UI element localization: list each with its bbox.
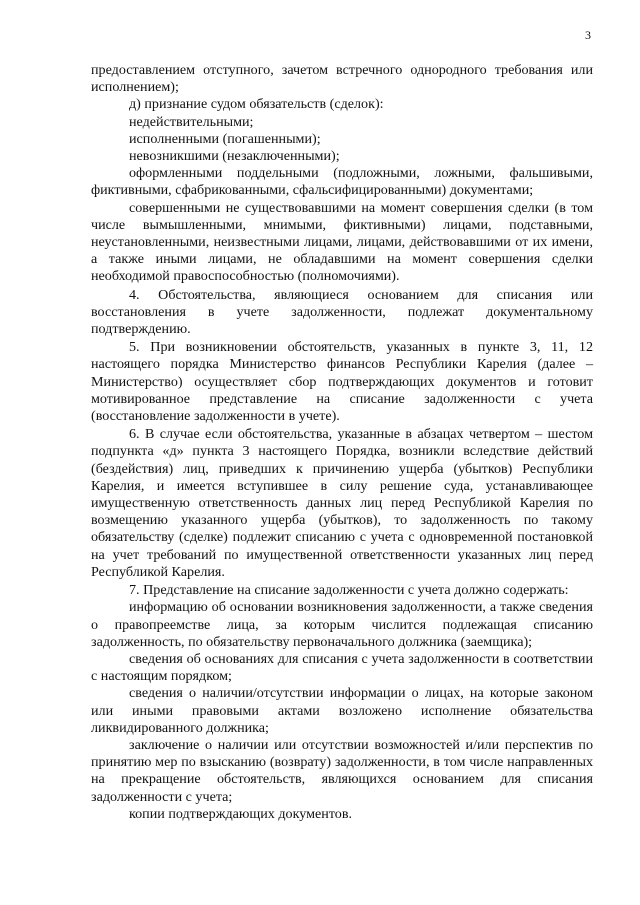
paragraph-point-4: 4. Обстоятельства, являющиеся основанием для списания или восстановления в учете задолженности, подлежат документальному подтверждению. bbox=[91, 286, 593, 338]
paragraph-grounds-info: сведения об основаниях для списания с учета задолженности в соответствии с настоящим порядком; bbox=[91, 650, 593, 685]
paragraph-copies: копии подтверждающих документов. bbox=[129, 805, 353, 822]
paragraph-not-arisen: невозникшими (незаключенными); bbox=[129, 148, 340, 165]
paragraph-subpoint-d: д) признание судом обязательств (сделок): bbox=[129, 96, 384, 113]
paragraph-point-5: 5. При возникновении обстоятельств, указанных в пункте 3, 11, 12 настоящего порядка Министерство финансов Республики Карелия (далее – Министерство) осуществляет сбор подтверждающих документов и готовит мотивированное представление на списание задолженности с учета (восстановление задолженности в учете). bbox=[91, 339, 593, 425]
page-number: 3 bbox=[585, 28, 591, 42]
paragraph-continuation: предоставлением отступного, зачетом встречного однородного требования или исполнением); bbox=[91, 62, 593, 96]
paragraph-point-6: 6. В случае если обстоятельства, указанные в абзацах четвертом – шестом подпункта «д» пункта 3 настоящего Порядка, возникли вследствие действий (бездействия) лиц, приведших к причинению ущерба (убытков) Республики Карелия, и имеется вступившее в силу решение суда, устанавливающее имущественную ответственность данных лиц перед Республикой Карелия по возмещению указанного ущерба (убытков), то задолженность по такому обязательству (сделке) подлежит списанию с учета с одновременной постановкой на учет требований по имущественной ответственности указанных лиц перед Республикой Карелия. bbox=[91, 426, 593, 580]
paragraph-conclusion: заключение о наличии или отсутствии возможностей и/или перспектив по принятию мер по взысканию (возврату) задолженности, в том числе направленных на прекращение обстоятельств, являющихся основанием для списания задолженности с учета; bbox=[91, 736, 593, 805]
paragraph-executed: исполненными (погашенными); bbox=[129, 130, 321, 147]
paragraph-nonexistent-persons: совершенными не существовавшими на момент совершения сделки (в том числе вымышленными, мнимыми, фиктивными) лицами, подставными, неустановленными, неизвестными лицами, лицами, действовавшими от их имени, а также иными лицами, не обладавшими на момент совершения сделки необходимой правоспособностью (полномочиями). bbox=[91, 199, 593, 285]
paragraph-point-7: 7. Представление на списание задолженности с учета должно содержать: bbox=[129, 582, 569, 599]
paragraph-origin-info: информацию об основании возникновения задолженности, а также сведения о правопреемстве лица, за которым числится подлежащая списанию задолженность, по обязательству первоначального должника (заемщика); bbox=[91, 599, 593, 650]
paragraph-persons-info: сведения о наличии/отсутствии информации о лицах, на которые законом или иными правовыми актами возложено исполнение обязательства ликвидированного должника; bbox=[91, 685, 593, 736]
paragraph-invalid: недействительными; bbox=[129, 113, 254, 130]
paragraph-forged-documents: оформленными поддельными (подложными, ложными, фальшивыми, фиктивными, сфабрикованными, сфальсифицированными) документами; bbox=[91, 165, 593, 199]
document-body bbox=[91, 62, 593, 823]
